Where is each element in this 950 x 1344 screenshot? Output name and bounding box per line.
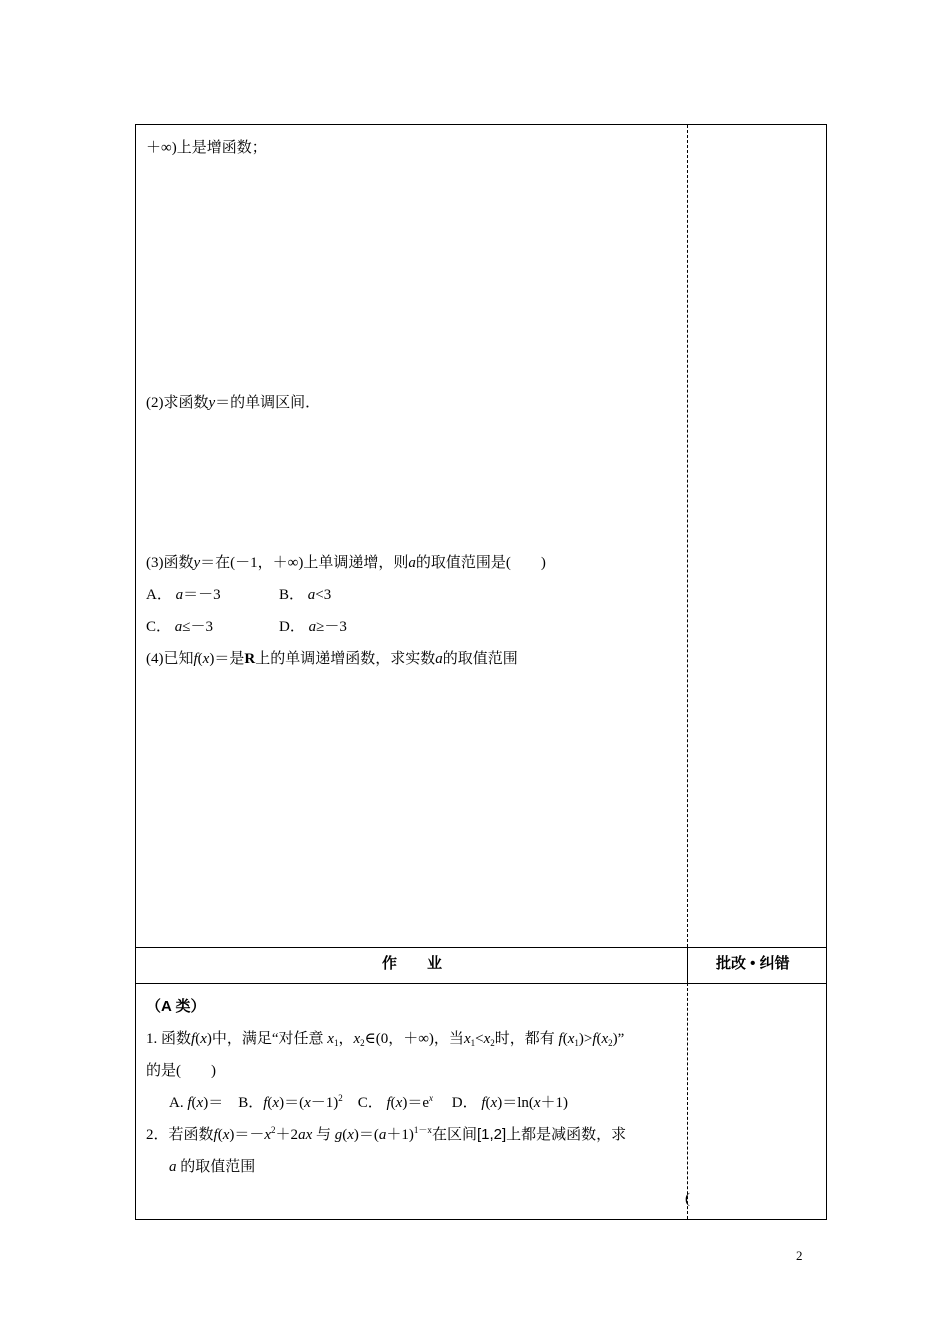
q3-option-d: D． a≥－3 — [279, 619, 347, 635]
question-2: (2)求函数y＝的单调区间． — [146, 395, 321, 411]
question-3: (3)函数y＝在(－1，＋∞)上单调递增，则a的取值范围是( ) — [146, 555, 546, 571]
stray-parenthesis: ( — [685, 1191, 690, 1207]
header-bottom-rule — [136, 983, 826, 984]
homework-problem-2: 2．若函数$f(x)=-x^2+2ax$ 与 $g(x)=(a+1)^{1-x}$在区间[1,2]上都是减函数，求 — [146, 1125, 627, 1143]
homework-header: 作 业 — [382, 955, 443, 972]
homework-problem-1-options: A. f(x)＝ B．$f(x)=(x-1)^2$ C． $f(x)=e^x$ D． f(x)＝ln(x＋1) — [169, 1093, 569, 1111]
header-divider — [687, 947, 688, 983]
text-line-0: ＋∞)上是增函数； — [146, 140, 267, 156]
q3-option-a: A． a＝－3 — [146, 587, 221, 603]
section-a-label: （A 类） — [146, 998, 206, 1015]
question-4: (4)已知f(x)＝是R上的单调递增函数，求实数a的取值范围 — [146, 651, 518, 667]
homework-problem-1-line2: 的是( ) — [146, 1063, 216, 1079]
column-divider-top — [687, 125, 688, 947]
q3-option-b: B． a<3 — [279, 587, 332, 603]
page-number: 2 — [796, 1248, 803, 1263]
lesson-table — [135, 124, 827, 1220]
header-top-rule — [136, 947, 826, 948]
homework-problem-1: 1. 函数f(x)中，满足“对任意 $x_1$，$x_2\in(0$，＋∞)，当$x_1<x_2$时，都有 $f(x_1)>f(x_2)$” — [146, 1031, 625, 1048]
review-header: 批改 • 纠错 — [716, 955, 790, 972]
homework-problem-2-line2: a 的取值范围 — [169, 1159, 256, 1175]
column-divider-bottom — [687, 983, 688, 1219]
q3-option-c: C． a≤－3 — [146, 619, 213, 635]
